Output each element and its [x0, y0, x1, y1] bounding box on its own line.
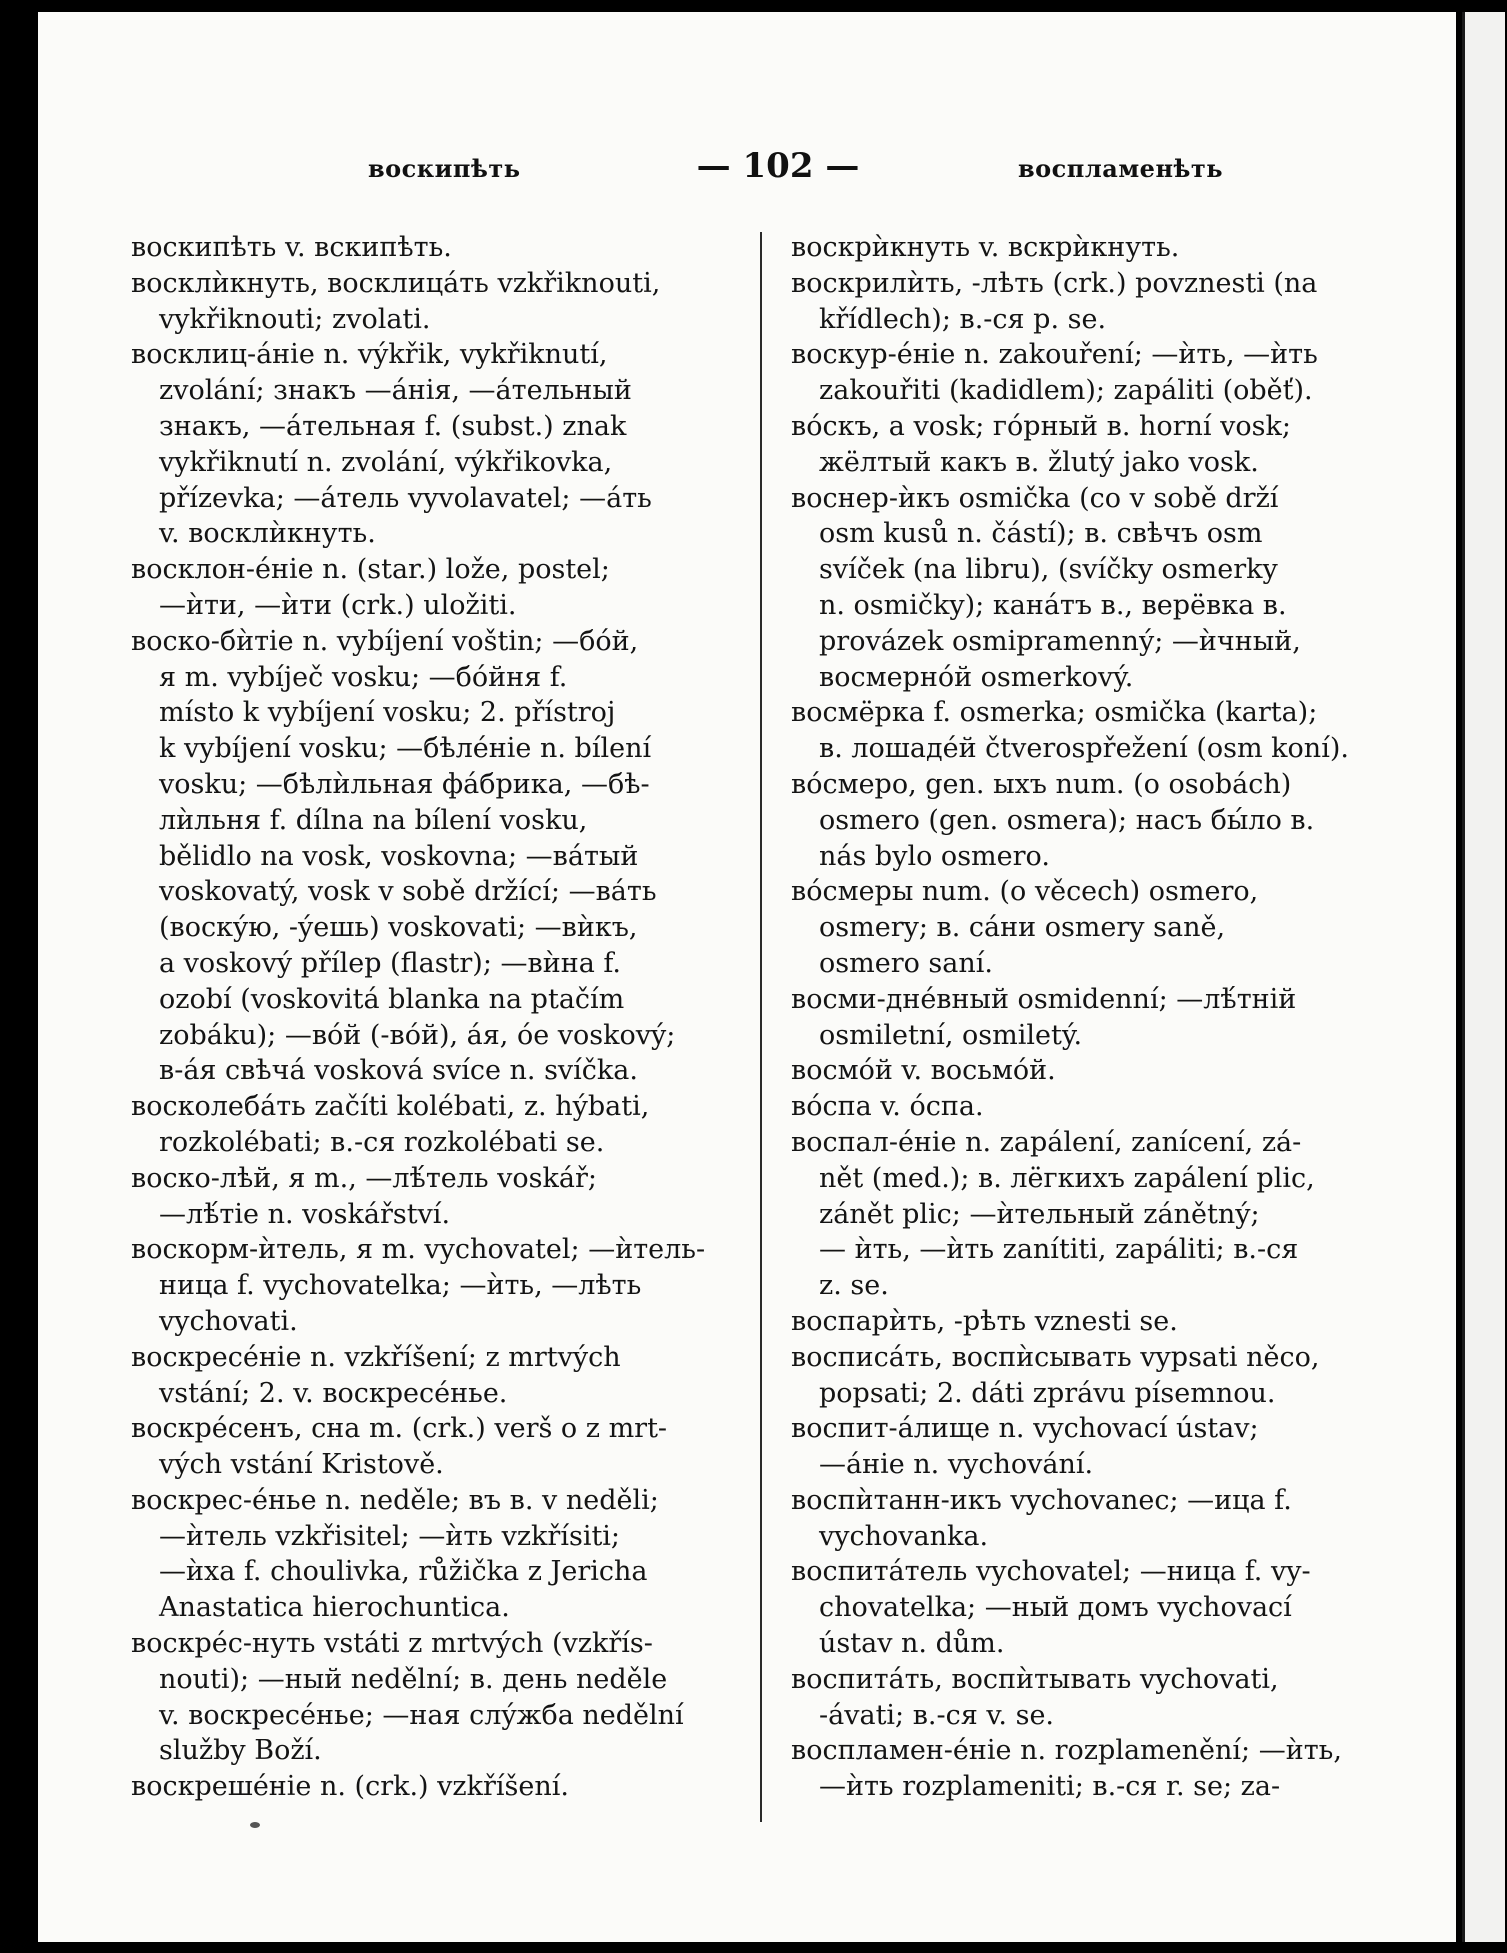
dictionary-line: в. лошадéй čtverospřežení (osm koní).	[819, 733, 1349, 765]
dictionary-line: я m. vybíječ vosku; —бóйня f.	[159, 661, 568, 693]
dictionary-line: svíček (na libru), (svíčky osmerky	[819, 554, 1278, 586]
dictionary-line: zobáku); —вóй (-вóй), áя, óе voskový;	[159, 1019, 676, 1051]
dictionary-line: воспарѝть, -рѣть vznesti se.	[791, 1305, 1178, 1337]
dictionary-line: rozkolébati; в.-ся rozkolébati se.	[159, 1126, 605, 1158]
dictionary-line: k vybíjení vosku; —бѣлéніе n. bílení	[159, 733, 652, 765]
dictionary-line: воскрес-éнье n. neděle; въ в. v neděli;	[131, 1484, 659, 1516]
dictionary-line: vychovanka.	[819, 1520, 989, 1552]
dictionary-line: восклиц-áніе n. výkřik, vykřiknutí,	[131, 339, 608, 371]
dictionary-line: ница f. vychovatelka; —ѝть, —лѣть	[159, 1270, 642, 1302]
dictionary-line: chovatelka; —ный домъ vychovací	[819, 1592, 1292, 1624]
dictionary-line: vých vstání Kristově.	[159, 1449, 444, 1481]
dictionary-line: v. восклѝкнуть.	[159, 518, 376, 550]
dictionary-line: provázek osmipramenný; —ѝчный,	[819, 625, 1301, 657]
dictionary-line: vychovati.	[159, 1305, 298, 1337]
dictionary-line: zakouřiti (kadidlem); zapáliti (oběť).	[819, 375, 1313, 407]
header-left-guide-word: воскипѣть	[368, 154, 521, 183]
dictionary-line: вóскъ, a vosk; гóрный в. horní vosk;	[791, 410, 1291, 442]
dictionary-line: v. воскресéнье; —ная слýжба nedělní	[159, 1699, 684, 1731]
dictionary-line: voskovatý, vosk v sobě držící; —вáть	[159, 876, 657, 908]
dictionary-line: bělidlo na vosk, voskovna; —вáтый	[159, 840, 639, 872]
dictionary-line: —ѝтель vzkřisitel; —ѝть vzkřísiti;	[159, 1520, 621, 1552]
dictionary-line: —ѝха f. choulivka, růžička z Jericha	[159, 1556, 648, 1588]
dictionary-line: воскур-éніе n. zakouření; —ѝть, —ѝть	[791, 339, 1318, 371]
dictionary-line: воскрéсенъ, сна m. (crk.) verš o z mrt-	[131, 1413, 668, 1445]
dictionary-line: zvolání; знакъ —áнія, —áтельный	[159, 375, 632, 407]
dictionary-line: osmery; в. сáни osmery saně,	[819, 912, 1226, 944]
dictionary-line: křídlech); в.-ся p. se.	[819, 303, 1107, 335]
dictionary-line: восмóй v. восьмóй.	[791, 1055, 1056, 1087]
dictionary-line: восми-днéвный osmidenní; —лѣ́тній	[791, 983, 1297, 1015]
dictionary-line: воскипѣть v. вскипѣть.	[131, 232, 452, 263]
dictionary-line: (воскýю, -ýешь) voskovati; —вѝкъ,	[159, 912, 638, 944]
dictionary-line: воснер-ѝкъ osmička (co v sobě drží	[791, 482, 1279, 514]
dictionary-line: Anastatica hierochuntica.	[159, 1592, 510, 1624]
column-divider	[760, 232, 762, 1822]
dictionary-line: вóспа v. óспа.	[791, 1091, 984, 1123]
dictionary-line: восколебáть začíti kolébati, z. hýbati,	[131, 1091, 650, 1123]
dictionary-line: лѝльня f. dílna na bílení vosku,	[159, 804, 588, 836]
dictionary-line: восклѝкнуть, восклицáть vzkřiknouti,	[131, 267, 661, 299]
dictionary-line: воспѝтанн-икъ vychovanec; —ица f.	[791, 1484, 1292, 1516]
dictionary-line: vykřiknutí n. zvolání, výkřikovka,	[159, 446, 613, 478]
dictionary-line: воскрéс-нуть vstáti z mrtvých (vzkřís-	[131, 1628, 653, 1660]
left-column	[131, 230, 731, 1805]
dictionary-line: воскресéніе n. vzkříšení; z mrtvých	[131, 1341, 621, 1373]
dictionary-line: —áніе n. vychování.	[819, 1449, 1094, 1481]
dictionary-line: osmero (gen. osmera); насъ бы́ло в.	[819, 804, 1315, 836]
dictionary-line: z. se.	[819, 1270, 889, 1302]
adjacent-page-edge	[1462, 12, 1505, 1942]
dictionary-line: воско-лѣй, я m., —лѣ́тель voskář;	[131, 1162, 598, 1194]
dictionary-page	[38, 12, 1456, 1942]
dictionary-line: знакъ, —áтельная f. (subst.) znak	[159, 410, 627, 442]
dictionary-line: vstání; 2. v. воскресéнье.	[159, 1377, 508, 1409]
dictionary-line: nět (med.); в. лёгкихъ zapálení plic,	[819, 1162, 1315, 1194]
right-column	[791, 230, 1388, 1805]
dictionary-line: воспитáть, воспѝтывать vychovati,	[791, 1663, 1279, 1695]
dictionary-line: воспал-éніе n. zapálení, zanícení, zá-	[791, 1126, 1302, 1158]
dictionary-line: místo k vybíjení vosku; 2. přístroj	[159, 697, 616, 729]
dictionary-line: nouti); —ный nedělní; в. день neděle	[159, 1663, 668, 1695]
dictionary-line: —ѝти, —ѝти (crk.) uložiti.	[159, 589, 517, 621]
dictionary-line: воскрешéніе n. (crk.) vzkříšení.	[131, 1771, 569, 1803]
dictionary-line: воскрѝкнуть v. вскрѝкнуть.	[791, 232, 1180, 263]
dictionary-line: —ѝть rozplameniti; в.-ся r. se; za-	[819, 1771, 1281, 1803]
dictionary-line: воско-бѝтіе n. vybíjení voštin; —бóй,	[131, 625, 639, 657]
dictionary-line: — ѝть, —ѝть zanítiti, zapáliti; в.-ся	[819, 1234, 1299, 1266]
dictionary-line: přízevka; —áтель vyvolavatel; —áть	[159, 482, 652, 514]
dictionary-line: вóсмеры num. (o věcech) osmero,	[791, 876, 1259, 908]
dictionary-line: n. osmičky); канáтъ в., верёвка в.	[819, 589, 1287, 621]
dictionary-line: zánět plic; —ѝтельный zánětný;	[819, 1198, 1260, 1230]
dictionary-line: воспламен-éніе n. rozplamenění; —ѝть,	[791, 1735, 1342, 1767]
dictionary-line: воскорм-ѝтель, я m. vychovatel; —ѝтель-	[131, 1234, 706, 1266]
ink-spot	[250, 1822, 260, 1828]
dictionary-line: osmero saní.	[819, 947, 993, 979]
dictionary-line: vykřiknouti; zvolati.	[159, 303, 431, 335]
dictionary-line: восклон-éніе n. (star.) lože, postel;	[131, 554, 610, 586]
page-number: — 102 —	[696, 146, 860, 186]
dictionary-line: osmiletní, osmiletý.	[819, 1019, 1083, 1051]
dictionary-line: nás bylo osmero.	[819, 840, 1050, 872]
dictionary-line: ústav n. dům.	[819, 1628, 1005, 1660]
page-header	[38, 142, 1456, 192]
header-right-guide-word: воспламенѣть	[1018, 154, 1224, 183]
dictionary-line: služby Boží.	[159, 1735, 322, 1767]
dictionary-line: osm kusů n. částí); в. свѣчъ osm	[819, 518, 1263, 550]
dictionary-line: восмернóй osmerkový.	[819, 661, 1134, 693]
dictionary-line: воспитáтель vychovatel; —ница f. vy-	[791, 1556, 1311, 1588]
dictionary-line: воскрилѝть, -лѣть (crk.) povznesti (na	[791, 267, 1318, 299]
dictionary-line: vosku; —бѣлѝльная фáбрика, —бѣ-	[159, 768, 650, 800]
dictionary-line: popsati; 2. dáti zprávu písemnou.	[819, 1377, 1276, 1409]
dictionary-line: ozobí (voskovitá blanka na ptačím	[159, 983, 625, 1015]
dictionary-line: a voskový přílep (flastr); —вѝна f.	[159, 947, 622, 979]
dictionary-line: восписáть, воспѝсывать vypsati něco,	[791, 1341, 1320, 1373]
dictionary-line: -ávati; в.-ся v. se.	[819, 1699, 1055, 1731]
dictionary-line: воспит-áлище n. vychovací ústav;	[791, 1413, 1259, 1445]
dictionary-line: жёлтый какъ в. žlutý jako vosk.	[819, 446, 1259, 478]
dictionary-line: в-áя свѣчá vosková svíce n. svíčka.	[159, 1055, 638, 1087]
dictionary-line: —лѣ́тіе n. voskářství.	[159, 1198, 451, 1230]
dictionary-line: вóсмеро, gen. ыхъ num. (o osobách)	[791, 768, 1292, 800]
dictionary-line: восмёрка f. osmerka; osmička (karta);	[791, 697, 1318, 729]
